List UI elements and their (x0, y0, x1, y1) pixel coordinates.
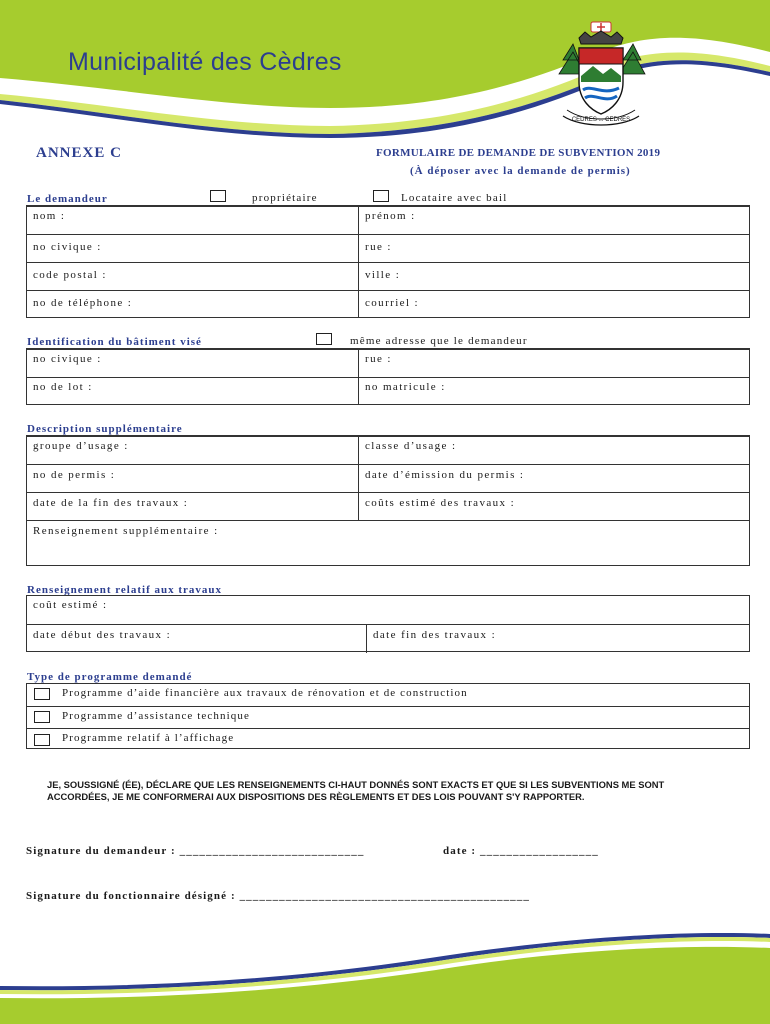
cout-estime-field[interactable]: coût estimé : (33, 599, 108, 611)
section-batiment-label: Identification du bâtiment visé (27, 336, 202, 348)
code-postal-field[interactable]: code postal : (33, 269, 107, 281)
batiment-table (26, 348, 750, 405)
date-fin-travaux-field[interactable]: date fin des travaux : (373, 629, 497, 641)
table-row (27, 290, 749, 319)
renseignement-supplementaire-field[interactable]: Renseignement supplémentaire : (33, 525, 219, 537)
annex-label: ANNEXE C (36, 145, 122, 161)
tenant-checkbox[interactable] (373, 190, 389, 202)
table-row (27, 464, 749, 493)
signature-date-line[interactable]: date : __________________ (443, 845, 599, 857)
section-demandeur-label: Le demandeur (27, 193, 108, 205)
table-row (27, 262, 749, 291)
date-debut-travaux-field[interactable]: date début des travaux : (33, 629, 172, 641)
table-row (27, 206, 749, 235)
same-address-label: même adresse que le demandeur (350, 335, 528, 347)
table-row (27, 234, 749, 263)
table-row (27, 436, 749, 465)
couts-estimes-field[interactable]: coûts estimé des travaux : (365, 497, 516, 509)
list-item (27, 684, 749, 706)
programme-assistance-checkbox[interactable] (34, 711, 50, 723)
rue-field[interactable]: rue : (365, 241, 392, 253)
footer-banner (0, 920, 770, 1024)
no-lot-field[interactable]: no de lot : (33, 381, 93, 393)
tenant-option-label: Locataire avec bail (401, 192, 508, 204)
table-row (27, 520, 749, 567)
crest-motto: CEDRES ... CEDRES (571, 117, 631, 123)
groupe-usage-field[interactable]: groupe d’usage : (33, 440, 129, 452)
form-subtitle: (À déposer avec la demande de permis) (410, 165, 631, 177)
batiment-rue-field[interactable]: rue : (365, 353, 392, 365)
travaux-table (26, 595, 750, 652)
list-item (27, 728, 749, 750)
list-item (27, 706, 749, 728)
courriel-field[interactable]: courriel : (365, 297, 420, 309)
description-table (26, 435, 750, 566)
programme-affichage-checkbox[interactable] (34, 734, 50, 746)
table-row (27, 377, 749, 406)
table-row (27, 349, 749, 378)
programme-assistance-label: Programme d’assistance technique (62, 710, 250, 722)
prenom-field[interactable]: prénom : (365, 210, 416, 222)
owner-checkbox[interactable] (210, 190, 226, 202)
section-description-label: Description supplémentaire (27, 423, 183, 435)
demandeur-table (26, 205, 750, 318)
official-signature-line[interactable]: Signature du fonctionnaire désigné : ____________________________________________ (26, 890, 530, 902)
applicant-signature-line[interactable]: Signature du demandeur : ____________________________ (26, 845, 365, 857)
section-programme-label: Type de programme demandé (27, 671, 193, 683)
section-travaux-label: Renseignement relatif aux travaux (27, 584, 223, 596)
table-row (27, 624, 749, 653)
municipality-title: Municipalité des Cèdres (68, 48, 342, 76)
programme-aide-financiere-label: Programme d’aide financière aux travaux de rénovation et de construction (62, 687, 468, 699)
no-permis-field[interactable]: no de permis : (33, 469, 116, 481)
form-title: FORMULAIRE DE DEMANDE DE SUBVENTION 2019 (376, 147, 661, 159)
no-civique-field[interactable]: no civique : (33, 241, 102, 253)
table-row (27, 492, 749, 521)
nom-field[interactable]: nom : (33, 210, 66, 222)
programme-aide-financiere-checkbox[interactable] (34, 688, 50, 700)
declaration-text: JE, SOUSSIGNÉ (ÉE), DÉCLARE QUE LES RENSEIGNEMENTS CI-HAUT DONNÉS SONT EXACTS ET QUE SI LES SUBVENTIONS ME SONT ACCORDÉES, JE ME CONFORMERAI AUX DISPOSITIONS DES RÈGLEMENTS ET DES LOIS POUVANT S'Y RAPPORTER. (47, 779, 665, 802)
no-matricule-field[interactable]: no matricule : (365, 381, 446, 393)
programme-table (26, 683, 750, 749)
municipal-crest-icon (545, 20, 657, 132)
batiment-no-civique-field[interactable]: no civique : (33, 353, 102, 365)
telephone-field[interactable]: no de téléphone : (33, 297, 133, 309)
table-row (27, 596, 749, 625)
date-emission-permis-field[interactable]: date d’émission du permis : (365, 469, 525, 481)
programme-affichage-label: Programme relatif à l’affichage (62, 732, 235, 744)
owner-option-label: propriétaire (252, 192, 318, 204)
classe-usage-field[interactable]: classe d’usage : (365, 440, 457, 452)
date-fin-travaux-field[interactable]: date de la fin des travaux : (33, 497, 189, 509)
ville-field[interactable]: ville : (365, 269, 401, 281)
same-address-checkbox[interactable] (316, 333, 332, 345)
